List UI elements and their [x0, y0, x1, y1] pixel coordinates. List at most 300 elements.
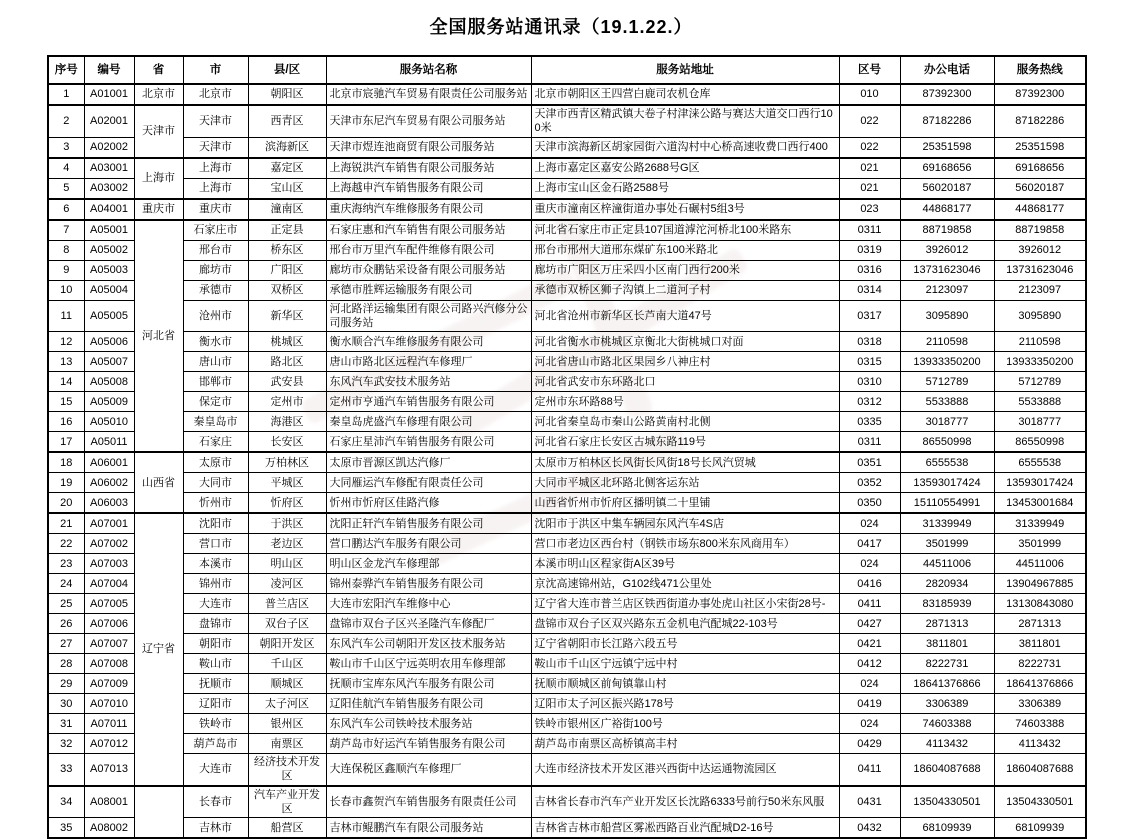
- cell-station-name: 河北路洋运输集团有限公司路兴汽修分公司服务站: [326, 300, 531, 332]
- cell-station-name: 东风汽车公司铁岭技术服务站: [326, 714, 531, 734]
- cell-office-phone: 4113432: [900, 734, 994, 754]
- cell-district: 忻府区: [248, 493, 326, 514]
- cell-city: 承德市: [183, 280, 248, 300]
- cell-area-code: 024: [839, 714, 900, 734]
- cell-row-number: 21: [48, 513, 84, 534]
- cell-office-phone: 44511006: [900, 554, 994, 574]
- table-row: [48, 84, 1086, 105]
- cell-office-phone: 6555538: [900, 452, 994, 473]
- cell-station-address: 铁岭市银州区广裕街100号: [531, 714, 839, 734]
- cell-station-address: 山西省忻州市忻府区播明镇二十里铺: [531, 493, 839, 514]
- cell-station-name: 重庆海纳汽车维修服务有限公司: [326, 199, 531, 220]
- cell-station-name: 廊坊市众鹏钻采设备有限公司服务站: [326, 260, 531, 280]
- cell-province: 天津市: [134, 105, 183, 158]
- cell-station-code: A07003: [84, 554, 134, 574]
- cell-district: 双台子区: [248, 614, 326, 634]
- cell-row-number: 23: [48, 554, 84, 574]
- cell-station-name: 大连保税区鑫顺汽车修理厂: [326, 754, 531, 786]
- cell-office-phone: 3811801: [900, 634, 994, 654]
- cell-office-phone: 3095890: [900, 300, 994, 332]
- cell-row-number: 11: [48, 300, 84, 332]
- cell-station-name: 北京市宸驰汽车贸易有限责任公司服务站: [326, 84, 531, 105]
- cell-station-address: 本溪市明山区程家街A区39号: [531, 554, 839, 574]
- cell-station-code: A04001: [84, 199, 134, 220]
- table-row: [48, 818, 1086, 839]
- cell-district: 武安县: [248, 372, 326, 392]
- cell-district: 潼南区: [248, 199, 326, 220]
- cell-station-name: 忻州市忻府区佳路汽修: [326, 493, 531, 514]
- cell-station-address: 辽宁省大连市普兰店区铁西街道办事处虎山社区小宋街28号-: [531, 594, 839, 614]
- table-row: [48, 352, 1086, 372]
- cell-service-hotline: 87182286: [994, 105, 1086, 137]
- cell-station-name: 明山区金龙汽车修理部: [326, 554, 531, 574]
- cell-city: 天津市: [183, 105, 248, 137]
- cell-row-number: 17: [48, 432, 84, 453]
- cell-station-code: A07004: [84, 574, 134, 594]
- cell-district: 顺城区: [248, 674, 326, 694]
- cell-office-phone: 56020187: [900, 178, 994, 199]
- cell-area-code: 0316: [839, 260, 900, 280]
- cell-station-code: A07012: [84, 734, 134, 754]
- cell-city: 唐山市: [183, 352, 248, 372]
- cell-station-code: A07009: [84, 674, 134, 694]
- cell-station-address: 天津市滨海新区胡家园街六道沟村中心桥高速收费口西行400: [531, 137, 839, 158]
- cell-area-code: 0432: [839, 818, 900, 839]
- cell-city: 沈阳市: [183, 513, 248, 534]
- cell-city: 大连市: [183, 594, 248, 614]
- cell-row-number: 27: [48, 634, 84, 654]
- cell-service-hotline: 56020187: [994, 178, 1086, 199]
- cell-station-code: A02001: [84, 105, 134, 137]
- cell-district: 银州区: [248, 714, 326, 734]
- cell-district: 长安区: [248, 432, 326, 453]
- cell-area-code: 0315: [839, 352, 900, 372]
- table-row: [48, 260, 1086, 280]
- cell-area-code: 0427: [839, 614, 900, 634]
- cell-row-number: 9: [48, 260, 84, 280]
- cell-station-address: 吉林省长春市汽车产业开发区长沈路6333号前行50米东风服: [531, 786, 839, 818]
- cell-district: 定州市: [248, 392, 326, 412]
- table-row: [48, 178, 1086, 199]
- cell-station-code: A05001: [84, 220, 134, 241]
- cell-area-code: 0431: [839, 786, 900, 818]
- cell-area-code: 024: [839, 554, 900, 574]
- service-station-directory-table: [47, 55, 1087, 839]
- cell-row-number: 5: [48, 178, 84, 199]
- table-header: [48, 56, 1086, 84]
- cell-area-code: 0411: [839, 594, 900, 614]
- cell-area-code: 0352: [839, 473, 900, 493]
- table-row: [48, 300, 1086, 332]
- cell-city: 上海市: [183, 158, 248, 179]
- table-row: [48, 452, 1086, 473]
- cell-city: 辽阳市: [183, 694, 248, 714]
- cell-area-code: 022: [839, 137, 900, 158]
- cell-office-phone: 68109939: [900, 818, 994, 839]
- cell-district: 船营区: [248, 818, 326, 839]
- cell-district: 新华区: [248, 300, 326, 332]
- cell-city: 大同市: [183, 473, 248, 493]
- cell-station-name: 葫芦岛市好运汽车销售服务有限公司: [326, 734, 531, 754]
- cell-office-phone: 2123097: [900, 280, 994, 300]
- cell-city: 盘锦市: [183, 614, 248, 634]
- cell-row-number: 30: [48, 694, 84, 714]
- table-row: [48, 634, 1086, 654]
- cell-station-code: A03001: [84, 158, 134, 179]
- cell-district: 太子河区: [248, 694, 326, 714]
- cell-service-hotline: 18641376866: [994, 674, 1086, 694]
- table-row: [48, 220, 1086, 241]
- cell-station-name: 东风汽车公司朝阳开发区技术服务站: [326, 634, 531, 654]
- cell-area-code: 0312: [839, 392, 900, 412]
- cell-district: 西青区: [248, 105, 326, 137]
- cell-station-code: A07001: [84, 513, 134, 534]
- cell-row-number: 35: [48, 818, 84, 839]
- cell-station-address: 承德市双桥区狮子沟镇上二道河子村: [531, 280, 839, 300]
- table-row: [48, 432, 1086, 453]
- cell-row-number: 25: [48, 594, 84, 614]
- cell-city: 上海市: [183, 178, 248, 199]
- cell-station-name: 东风汽车武安技术服务站: [326, 372, 531, 392]
- cell-district: 老边区: [248, 534, 326, 554]
- cell-service-hotline: 13904967885: [994, 574, 1086, 594]
- cell-district: 普兰店区: [248, 594, 326, 614]
- cell-district: 宝山区: [248, 178, 326, 199]
- cell-station-name: 天津市东尼汽车贸易有限公司服务站: [326, 105, 531, 137]
- cell-station-name: 秦皇岛虎盛汽车修理有限公司: [326, 412, 531, 432]
- cell-station-address: 北京市朝阳区王四营白鹿司农机仓库: [531, 84, 839, 105]
- cell-station-address: 河北省武安市东环路北口: [531, 372, 839, 392]
- cell-office-phone: 87182286: [900, 105, 994, 137]
- cell-district: 桥东区: [248, 240, 326, 260]
- cell-area-code: 0310: [839, 372, 900, 392]
- cell-province: 辽宁省: [134, 513, 183, 786]
- cell-city: 沧州市: [183, 300, 248, 332]
- cell-station-name: 营口鹏达汽车服务有限公司: [326, 534, 531, 554]
- cell-station-address: 沈阳市于洪区中集车辆园东风汽车4S店: [531, 513, 839, 534]
- cell-area-code: 0421: [839, 634, 900, 654]
- cell-office-phone: 44868177: [900, 199, 994, 220]
- cell-row-number: 2: [48, 105, 84, 137]
- cell-office-phone: 13933350200: [900, 352, 994, 372]
- cell-area-code: 024: [839, 674, 900, 694]
- cell-area-code: 0419: [839, 694, 900, 714]
- cell-station-code: A07008: [84, 654, 134, 674]
- table-row: [48, 534, 1086, 554]
- cell-station-code: A05009: [84, 392, 134, 412]
- cell-row-number: 29: [48, 674, 84, 694]
- cell-station-address: 盘锦市双台子区双兴路东五金机电汽配城22-103号: [531, 614, 839, 634]
- table-body: [48, 84, 1086, 838]
- cell-service-hotline: 5712789: [994, 372, 1086, 392]
- cell-office-phone: 31339949: [900, 513, 994, 534]
- cell-city: 铁岭市: [183, 714, 248, 734]
- cell-station-name: 吉林市鲲鹏汽车有限公司服务站: [326, 818, 531, 839]
- cell-area-code: 022: [839, 105, 900, 137]
- cell-area-code: 0314: [839, 280, 900, 300]
- table-row: [48, 786, 1086, 818]
- cell-station-code: A08002: [84, 818, 134, 839]
- cell-station-code: A07002: [84, 534, 134, 554]
- cell-station-code: A05008: [84, 372, 134, 392]
- cell-city: 长春市: [183, 786, 248, 818]
- cell-station-name: 上海越申汽车销售服务有限公司: [326, 178, 531, 199]
- cell-service-hotline: 13504330501: [994, 786, 1086, 818]
- cell-station-code: A07005: [84, 594, 134, 614]
- cell-station-code: A05005: [84, 300, 134, 332]
- cell-station-name: 天津市煜连池商贸有限公司服务站: [326, 137, 531, 158]
- cell-office-phone: 3018777: [900, 412, 994, 432]
- cell-city: 营口市: [183, 534, 248, 554]
- cell-area-code: 0351: [839, 452, 900, 473]
- cell-province: 北京市: [134, 84, 183, 105]
- cell-office-phone: 3306389: [900, 694, 994, 714]
- table-row: [48, 473, 1086, 493]
- cell-row-number: 33: [48, 754, 84, 786]
- cell-service-hotline: 3811801: [994, 634, 1086, 654]
- cell-service-hotline: 31339949: [994, 513, 1086, 534]
- cell-row-number: 8: [48, 240, 84, 260]
- cell-district: 平城区: [248, 473, 326, 493]
- table-row: [48, 493, 1086, 514]
- cell-office-phone: 13504330501: [900, 786, 994, 818]
- page-title: 全国服务站通讯录（19.1.22.）: [429, 17, 693, 37]
- cell-area-code: 0335: [839, 412, 900, 432]
- cell-district: 桃城区: [248, 332, 326, 352]
- table-row: [48, 199, 1086, 220]
- cell-district: 汽车产业开发区: [248, 786, 326, 818]
- cell-city: 葫芦岛市: [183, 734, 248, 754]
- cell-area-code: 0311: [839, 220, 900, 241]
- cell-station-address: 河北省秦皇岛市秦山公路黄南村北侧: [531, 412, 839, 432]
- cell-province: 河北省: [134, 220, 183, 453]
- cell-office-phone: 2820934: [900, 574, 994, 594]
- header-row: [48, 56, 1086, 84]
- cell-city: 忻州市: [183, 493, 248, 514]
- cell-station-code: A06002: [84, 473, 134, 493]
- cell-station-name: 锦州泰骅汽车销售服务有限公司: [326, 574, 531, 594]
- cell-area-code: 0411: [839, 754, 900, 786]
- cell-station-address: 邢台市邢州大道邢东煤矿东100米路北: [531, 240, 839, 260]
- cell-station-address: 葫芦岛市南票区高桥镇高丰村: [531, 734, 839, 754]
- cell-city: 邢台市: [183, 240, 248, 260]
- cell-station-code: A02002: [84, 137, 134, 158]
- table-row: [48, 392, 1086, 412]
- cell-service-hotline: 88719858: [994, 220, 1086, 241]
- table-row: [48, 372, 1086, 392]
- table-row: [48, 240, 1086, 260]
- table-row: [48, 694, 1086, 714]
- cell-station-address: 重庆市潼南区梓潼街道办事处石碾村5组3号: [531, 199, 839, 220]
- cell-office-phone: 5533888: [900, 392, 994, 412]
- cell-station-code: A03002: [84, 178, 134, 199]
- cell-service-hotline: 2123097: [994, 280, 1086, 300]
- cell-row-number: 20: [48, 493, 84, 514]
- cell-city: 石家庄市: [183, 220, 248, 241]
- cell-station-code: A05006: [84, 332, 134, 352]
- cell-office-phone: 74603388: [900, 714, 994, 734]
- cell-station-name: 定州市亨通汽车销售服务有限公司: [326, 392, 531, 412]
- cell-station-name: 大同雁运汽车修配有限责任公司: [326, 473, 531, 493]
- cell-area-code: 0412: [839, 654, 900, 674]
- cell-station-name: 鞍山市千山区宁远英明农用车修理部: [326, 654, 531, 674]
- cell-city: 保定市: [183, 392, 248, 412]
- cell-station-name: 邢台市万里汽车配件维修有限公司: [326, 240, 531, 260]
- cell-office-phone: 87392300: [900, 84, 994, 105]
- cell-station-code: A05011: [84, 432, 134, 453]
- cell-service-hotline: 74603388: [994, 714, 1086, 734]
- cell-row-number: 10: [48, 280, 84, 300]
- cell-office-phone: 88719858: [900, 220, 994, 241]
- cell-district: 明山区: [248, 554, 326, 574]
- cell-service-hotline: 2871313: [994, 614, 1086, 634]
- cell-station-name: 承德市胜辉运输服务有限公司: [326, 280, 531, 300]
- cell-station-name: 辽阳佳航汽车销售服务有限公司: [326, 694, 531, 714]
- cell-station-name: 大连市宏阳汽车维修中心: [326, 594, 531, 614]
- cell-row-number: 32: [48, 734, 84, 754]
- cell-station-code: A01001: [84, 84, 134, 105]
- cell-station-code: A06001: [84, 452, 134, 473]
- cell-row-number: 34: [48, 786, 84, 818]
- cell-station-address: 廊坊市广阳区万庄采四小区南门西行200米: [531, 260, 839, 280]
- cell-station-address: 河北省石家庄市正定县107国道滹沱河桥北100米路东: [531, 220, 839, 241]
- cell-service-hotline: 87392300: [994, 84, 1086, 105]
- cell-station-address: 鞍山市千山区宁远镇宁远中村: [531, 654, 839, 674]
- cell-area-code: 023: [839, 199, 900, 220]
- cell-station-address: 辽阳市太子河区振兴路178号: [531, 694, 839, 714]
- cell-station-address: 定州市东环路88号: [531, 392, 839, 412]
- cell-service-hotline: 13593017424: [994, 473, 1086, 493]
- cell-office-phone: 86550998: [900, 432, 994, 453]
- cell-service-hotline: 44511006: [994, 554, 1086, 574]
- cell-service-hotline: 13731623046: [994, 260, 1086, 280]
- cell-station-name: 石家庄星沛汽车销售服务有限公司: [326, 432, 531, 453]
- cell-office-phone: 5712789: [900, 372, 994, 392]
- column-header-7: 区号: [839, 56, 900, 84]
- cell-area-code: 0429: [839, 734, 900, 754]
- cell-office-phone: 18641376866: [900, 674, 994, 694]
- cell-row-number: 3: [48, 137, 84, 158]
- cell-station-code: A05007: [84, 352, 134, 372]
- cell-service-hotline: 13453001684: [994, 493, 1086, 514]
- cell-service-hotline: 18604087688: [994, 754, 1086, 786]
- cell-service-hotline: 86550998: [994, 432, 1086, 453]
- cell-province: [134, 786, 183, 839]
- table-row: [48, 754, 1086, 786]
- cell-station-name: 盘锦市双台子区兴圣隆汽车修配厂: [326, 614, 531, 634]
- cell-district: 经济技术开发区: [248, 754, 326, 786]
- cell-station-code: A07011: [84, 714, 134, 734]
- column-header-1: 编号: [84, 56, 134, 84]
- cell-station-name: 沈阳正轩汽车销售服务有限公司: [326, 513, 531, 534]
- cell-station-name: 上海锐洪汽车销售有限公司服务站: [326, 158, 531, 179]
- cell-station-name: 抚顺市宝库东风汽车服务有限公司: [326, 674, 531, 694]
- cell-station-code: A05003: [84, 260, 134, 280]
- table-row: [48, 137, 1086, 158]
- cell-area-code: 0317: [839, 300, 900, 332]
- cell-district: 凌河区: [248, 574, 326, 594]
- column-header-4: 县/区: [248, 56, 326, 84]
- cell-row-number: 6: [48, 199, 84, 220]
- cell-city: 北京市: [183, 84, 248, 105]
- cell-station-code: A07010: [84, 694, 134, 714]
- cell-service-hotline: 44868177: [994, 199, 1086, 220]
- cell-station-address: 河北省石家庄长安区古城东路119号: [531, 432, 839, 453]
- cell-station-code: A06003: [84, 493, 134, 514]
- cell-row-number: 7: [48, 220, 84, 241]
- cell-service-hotline: 2110598: [994, 332, 1086, 352]
- cell-city: 朝阳市: [183, 634, 248, 654]
- cell-city: 吉林市: [183, 818, 248, 839]
- cell-row-number: 13: [48, 352, 84, 372]
- cell-office-phone: 69168656: [900, 158, 994, 179]
- cell-station-name: 衡水顺合汽车维修服务有限公司: [326, 332, 531, 352]
- cell-office-phone: 3926012: [900, 240, 994, 260]
- cell-station-address: 大同市平城区北环路北侧客运东站: [531, 473, 839, 493]
- cell-service-hotline: 68109939: [994, 818, 1086, 839]
- cell-area-code: 021: [839, 158, 900, 179]
- cell-province: 上海市: [134, 158, 183, 199]
- cell-city: 秦皇岛市: [183, 412, 248, 432]
- table-row: [48, 714, 1086, 734]
- cell-office-phone: 3501999: [900, 534, 994, 554]
- cell-district: 万柏林区: [248, 452, 326, 473]
- cell-office-phone: 2871313: [900, 614, 994, 634]
- cell-office-phone: 18604087688: [900, 754, 994, 786]
- cell-row-number: 26: [48, 614, 84, 634]
- cell-row-number: 19: [48, 473, 84, 493]
- cell-station-address: 太原市万柏林区长风街长风街18号长风汽贸城: [531, 452, 839, 473]
- cell-province: 山西省: [134, 452, 183, 513]
- cell-service-hotline: 69168656: [994, 158, 1086, 179]
- column-header-8: 办公电话: [900, 56, 994, 84]
- cell-city: 本溪市: [183, 554, 248, 574]
- cell-city: 鞍山市: [183, 654, 248, 674]
- cell-service-hotline: 3306389: [994, 694, 1086, 714]
- cell-district: 双桥区: [248, 280, 326, 300]
- cell-row-number: 14: [48, 372, 84, 392]
- table-row: [48, 105, 1086, 137]
- cell-station-name: 长春市鑫贺汽车销售服务有限责任公司: [326, 786, 531, 818]
- cell-city: 天津市: [183, 137, 248, 158]
- table-row: [48, 513, 1086, 534]
- column-header-3: 市: [183, 56, 248, 84]
- cell-district: 朝阳开发区: [248, 634, 326, 654]
- cell-city: 抚顺市: [183, 674, 248, 694]
- cell-office-phone: 8222731: [900, 654, 994, 674]
- cell-station-address: 天津市西青区精武镇大卷子村津涞公路与赛达大道交口西行100米: [531, 105, 839, 137]
- cell-service-hotline: 25351598: [994, 137, 1086, 158]
- cell-row-number: 22: [48, 534, 84, 554]
- cell-district: 广阳区: [248, 260, 326, 280]
- cell-district: 朝阳区: [248, 84, 326, 105]
- cell-station-name: 唐山市路北区远程汽车修理厂: [326, 352, 531, 372]
- cell-row-number: 24: [48, 574, 84, 594]
- cell-area-code: 0311: [839, 432, 900, 453]
- cell-service-hotline: 3095890: [994, 300, 1086, 332]
- table-row: [48, 574, 1086, 594]
- cell-service-hotline: 3926012: [994, 240, 1086, 260]
- cell-station-code: A07006: [84, 614, 134, 634]
- cell-office-phone: 83185939: [900, 594, 994, 614]
- cell-row-number: 12: [48, 332, 84, 352]
- cell-station-address: 辽宁省朝阳市长江路六段五号: [531, 634, 839, 654]
- cell-service-hotline: 13933350200: [994, 352, 1086, 372]
- cell-row-number: 4: [48, 158, 84, 179]
- cell-office-phone: 15110554991: [900, 493, 994, 514]
- cell-office-phone: 2110598: [900, 332, 994, 352]
- column-header-0: 序号: [48, 56, 84, 84]
